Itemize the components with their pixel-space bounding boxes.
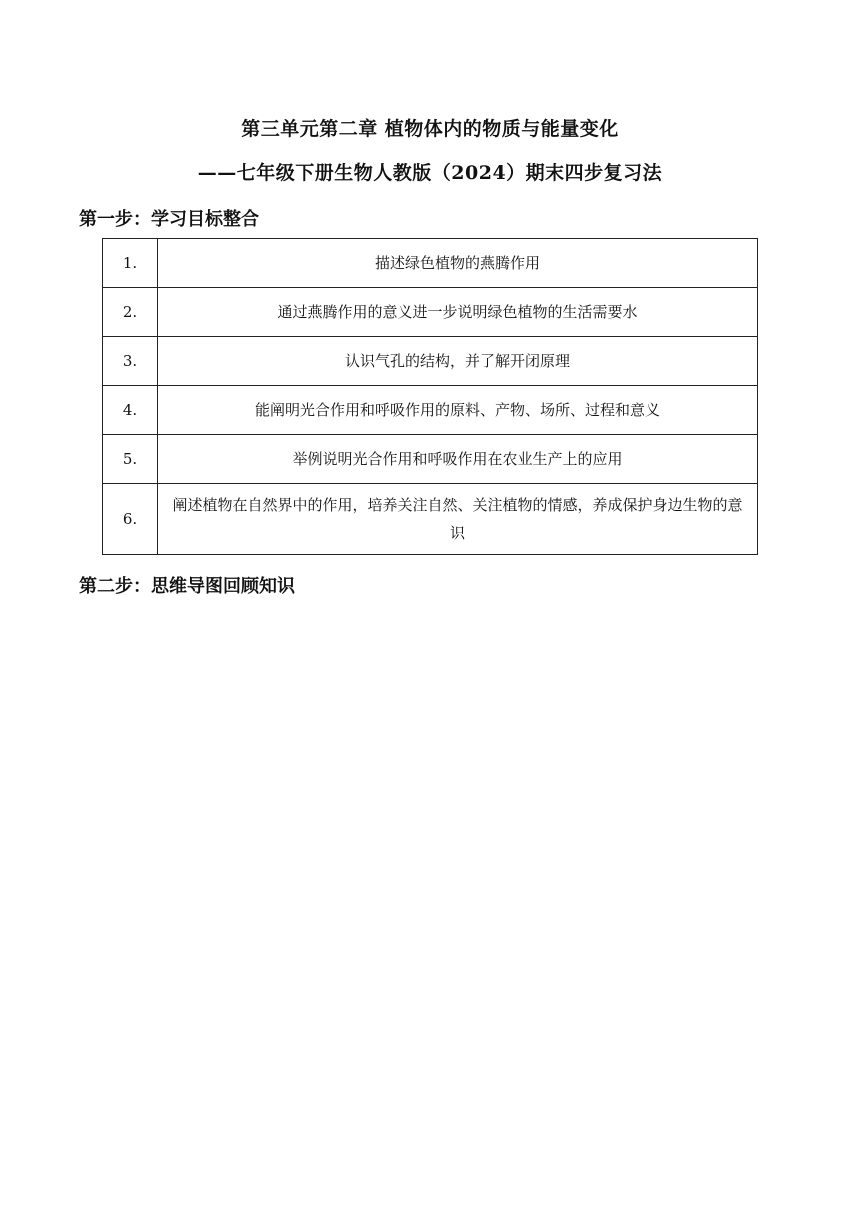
goal-text: 能阐明光合作用和呼吸作用的原料、产物、场所、过程和意义: [158, 386, 758, 435]
table-row: [103, 435, 758, 484]
goal-number: 3.: [103, 337, 158, 386]
goal-number: 4.: [103, 386, 158, 435]
goal-number: 6.: [103, 484, 158, 555]
learning-goals-table: [102, 238, 758, 555]
table-row: [103, 288, 758, 337]
step1-heading: 第一步：学习目标整合: [79, 209, 259, 230]
goal-number: 5.: [103, 435, 158, 484]
table-row: [103, 239, 758, 288]
goal-text: 通过燕腾作用的意义进一步说明绿色植物的生活需要水: [158, 288, 758, 337]
document-subtitle: ——七年级下册生物人教版（2024）期末四步复习法: [197, 162, 663, 184]
table-row: [103, 337, 758, 386]
table-row: [103, 484, 758, 555]
goal-number: 2.: [103, 288, 158, 337]
goal-text: 描述绿色植物的燕腾作用: [158, 239, 758, 288]
goal-number: 1.: [103, 239, 158, 288]
step2-heading: 第二步：思维导图回顾知识: [79, 576, 295, 597]
table-row: [103, 386, 758, 435]
goal-text: 举例说明光合作用和呼吸作用在农业生产上的应用: [158, 435, 758, 484]
document-title: 第三单元第二章 植物体内的物质与能量变化: [241, 118, 619, 140]
goal-text: 阐述植物在自然界中的作用，培养关注自然、关注植物的情感，养成保护身边生物的意识: [158, 484, 758, 555]
goal-text: 认识气孔的结构，并了解开闭原理: [158, 337, 758, 386]
